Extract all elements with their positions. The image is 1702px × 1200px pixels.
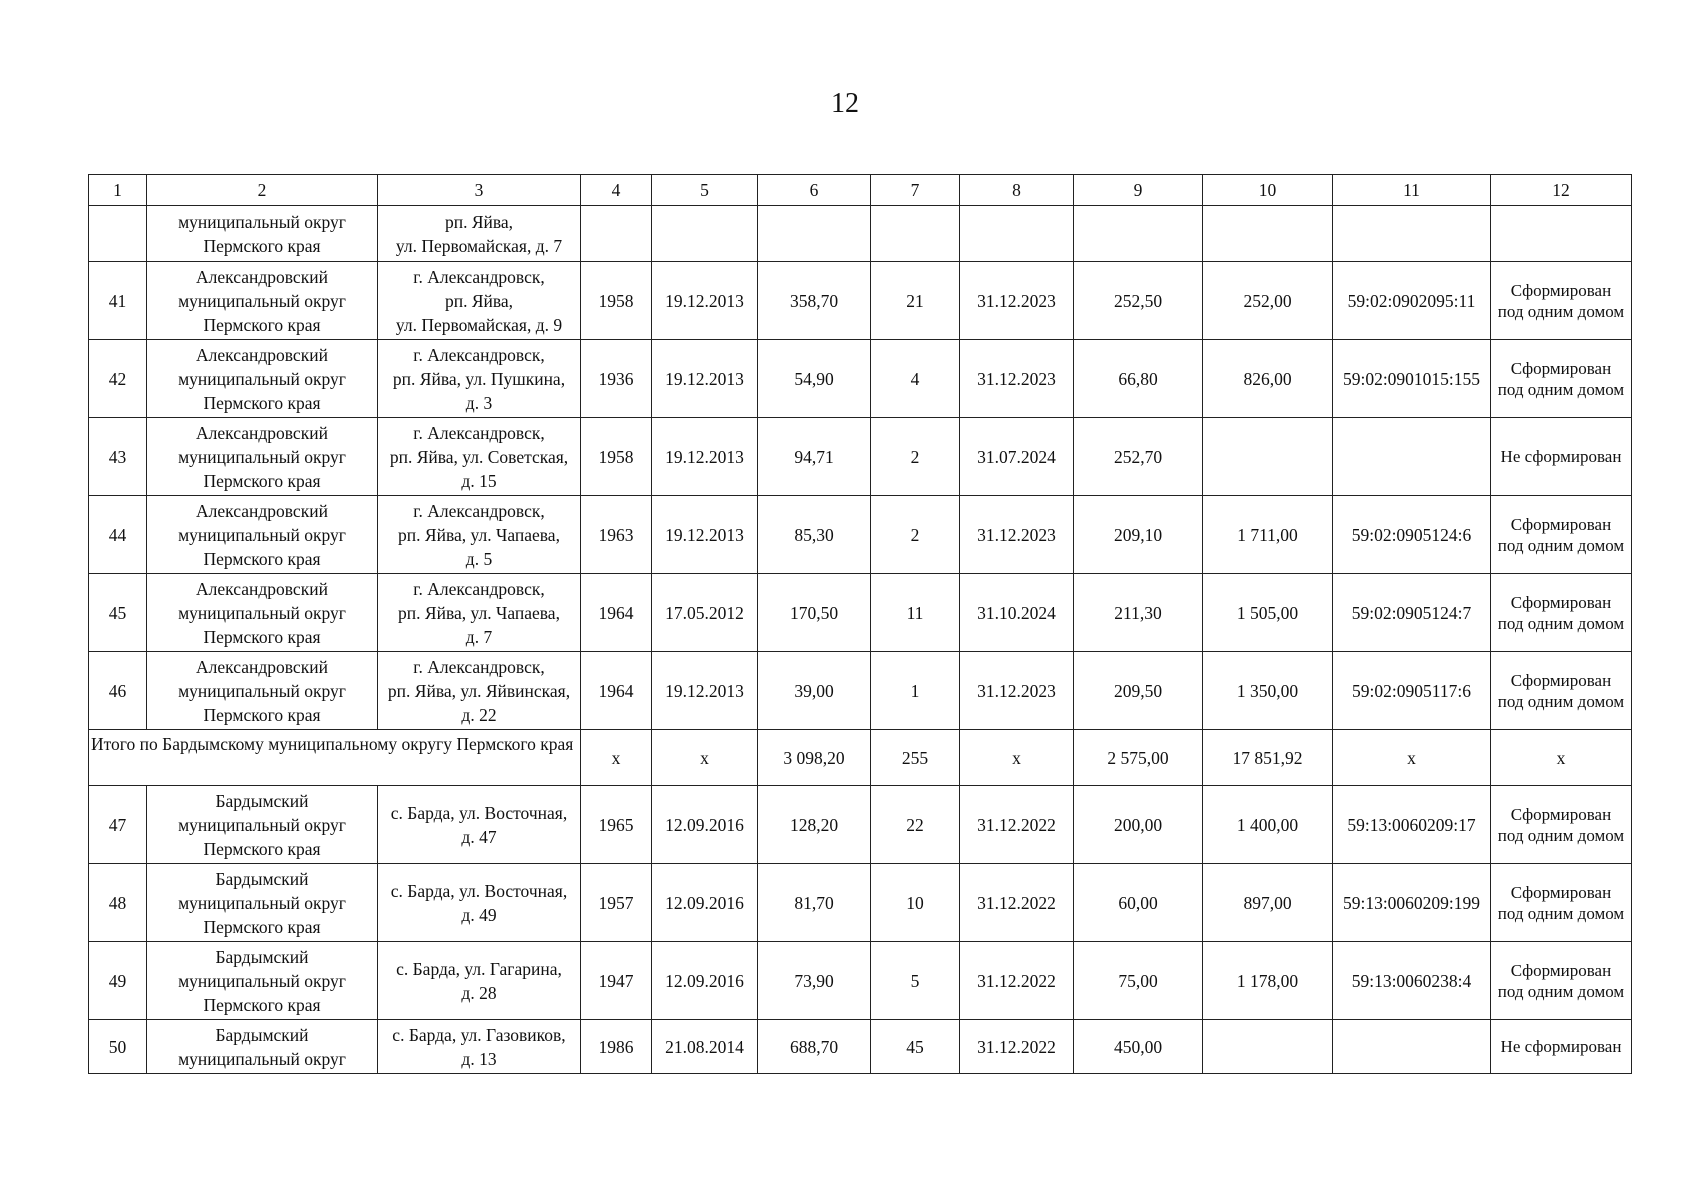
cadastral-cell: [1333, 418, 1491, 496]
municipality-line: Пермского края: [203, 392, 321, 413]
municipality-line: Бардымский: [215, 868, 309, 889]
address-cell: [378, 652, 581, 730]
address-line: ул. Первомайская, д. 7: [395, 235, 563, 256]
cadastral-cell: [1333, 206, 1491, 262]
address-line: г. Александровск,: [413, 500, 545, 521]
column-header: 4: [581, 175, 652, 206]
address-line: г. Александровск,: [413, 344, 545, 365]
address-cell: [378, 340, 581, 418]
address-line: д. 3: [465, 392, 493, 413]
deadline-cell: 31.12.2022: [960, 786, 1074, 864]
cadastral-cell: 59:02:0901015:155: [1333, 340, 1491, 418]
municipality-line: Пермского края: [203, 994, 321, 1015]
municipality-line: Бардымский: [215, 946, 309, 967]
column-number-header-row: [89, 175, 1632, 206]
row-number-cell: 48: [89, 864, 147, 942]
address-cell: [378, 574, 581, 652]
date-cell: 12.09.2016: [652, 786, 758, 864]
address-cell: [378, 864, 581, 942]
address-line: ул. Первомайская, д. 9: [395, 314, 563, 335]
column-header: 5: [652, 175, 758, 206]
column-header: 6: [758, 175, 871, 206]
municipality-line: Александровский: [196, 266, 328, 287]
table-row: [89, 786, 1632, 864]
total-date-cell: х: [652, 730, 758, 786]
municipality-line: Пермского края: [203, 916, 321, 937]
address-line: д. 13: [461, 1048, 497, 1069]
row-number-cell: 47: [89, 786, 147, 864]
address-line: г. Александровск,: [413, 656, 545, 677]
deadline-cell: 31.12.2022: [960, 1020, 1074, 1074]
municipality-cell: [147, 652, 378, 730]
persons-cell: 4: [871, 340, 960, 418]
table-row: [89, 574, 1632, 652]
address-cell: [378, 496, 581, 574]
col9-cell: 252,70: [1074, 418, 1203, 496]
municipality-line: Александровский: [196, 422, 328, 443]
deadline-cell: 31.12.2023: [960, 262, 1074, 340]
col9-cell: 60,00: [1074, 864, 1203, 942]
municipality-line: муниципальный округ: [178, 814, 346, 835]
cadastral-cell: 59:02:0902095:11: [1333, 262, 1491, 340]
col10-cell: 1 350,00: [1203, 652, 1333, 730]
status-cell: [1491, 418, 1632, 496]
column-header: 7: [871, 175, 960, 206]
status-cell: [1491, 786, 1632, 864]
persons-cell: 22: [871, 786, 960, 864]
municipality-line: Александровский: [196, 344, 328, 365]
address-line: д. 22: [461, 704, 497, 725]
address-line: д. 7: [465, 626, 493, 647]
address-line: рп. Яйва,: [444, 211, 514, 232]
persons-cell: 5: [871, 942, 960, 1020]
total-year-cell: х: [581, 730, 652, 786]
status-cell: [1491, 262, 1632, 340]
row-number-cell: 50: [89, 1020, 147, 1074]
cadastral-cell: [1333, 1020, 1491, 1074]
deadline-cell: 31.12.2022: [960, 942, 1074, 1020]
municipality-line: Александровский: [196, 578, 328, 599]
address-cell: [378, 1020, 581, 1074]
cadastral-cell: 59:02:0905117:6: [1333, 652, 1491, 730]
col9-cell: 75,00: [1074, 942, 1203, 1020]
row-number-cell: 42: [89, 340, 147, 418]
year-cell: 1947: [581, 942, 652, 1020]
address-line: рп. Яйва, ул. Чапаева,: [398, 524, 560, 545]
municipality-line: Пермского края: [203, 838, 321, 859]
address-line: д. 28: [461, 982, 497, 1003]
address-line: д. 5: [465, 548, 493, 569]
col10-cell: [1203, 206, 1333, 262]
col9-cell: 66,80: [1074, 340, 1203, 418]
col10-cell: 1 505,00: [1203, 574, 1333, 652]
year-cell: 1986: [581, 1020, 652, 1074]
address-line: рп. Яйва, ул. Чапаева,: [398, 602, 560, 623]
date-cell: 19.12.2013: [652, 652, 758, 730]
total-deadline-cell: х: [960, 730, 1074, 786]
total-cadastral-cell: х: [1333, 730, 1491, 786]
deadline-cell: [960, 206, 1074, 262]
year-cell: 1965: [581, 786, 652, 864]
col9-cell: 252,50: [1074, 262, 1203, 340]
table-row: [89, 418, 1632, 496]
year-cell: 1958: [581, 418, 652, 496]
deadline-cell: 31.12.2022: [960, 864, 1074, 942]
municipality-line: Пермского края: [203, 235, 321, 256]
col9-cell: 209,50: [1074, 652, 1203, 730]
status-cell: [1491, 864, 1632, 942]
year-cell: 1963: [581, 496, 652, 574]
housing-register-table: [88, 174, 1632, 1074]
area-cell: 39,00: [758, 652, 871, 730]
status-line: Сформирован: [1510, 514, 1612, 534]
cadastral-cell: 59:13:0060238:4: [1333, 942, 1491, 1020]
municipality-cell: [147, 864, 378, 942]
area-cell: 688,70: [758, 1020, 871, 1074]
area-cell: 85,30: [758, 496, 871, 574]
column-header: 2: [147, 175, 378, 206]
address-line: д. 49: [461, 904, 497, 925]
address-cell: [378, 786, 581, 864]
address-line: с. Барда, ул. Газовиков,: [392, 1024, 566, 1045]
col9-cell: 211,30: [1074, 574, 1203, 652]
row-number-cell: [89, 206, 147, 262]
column-header: 9: [1074, 175, 1203, 206]
row-number-cell: 41: [89, 262, 147, 340]
deadline-cell: 31.12.2023: [960, 496, 1074, 574]
row-number-cell: 45: [89, 574, 147, 652]
persons-cell: [871, 206, 960, 262]
year-cell: 1958: [581, 262, 652, 340]
municipality-line: муниципальный округ: [178, 290, 346, 311]
address-line: с. Барда, ул. Восточная,: [390, 880, 568, 901]
status-line: Сформирован: [1510, 592, 1612, 612]
year-cell: 1964: [581, 652, 652, 730]
col9-cell: 450,00: [1074, 1020, 1203, 1074]
address-line: г. Александровск,: [413, 578, 545, 599]
municipality-line: муниципальный округ: [178, 680, 346, 701]
persons-cell: 21: [871, 262, 960, 340]
deadline-cell: 31.07.2024: [960, 418, 1074, 496]
municipality-line: Пермского края: [203, 314, 321, 335]
address-line: рп. Яйва,: [444, 290, 514, 311]
page-number: 12: [831, 88, 859, 119]
municipality-line: муниципальный округ: [178, 970, 346, 991]
address-line: рп. Яйва, ул. Советская,: [389, 446, 569, 467]
municipality-line: муниципальный округ: [178, 892, 346, 913]
address-line: рп. Яйва, ул. Пушкина,: [392, 368, 566, 389]
address-line: рп. Яйва, ул. Яйвинская,: [387, 680, 571, 701]
cadastral-cell: 59:13:0060209:17: [1333, 786, 1491, 864]
date-cell: 17.05.2012: [652, 574, 758, 652]
col10-cell: 897,00: [1203, 864, 1333, 942]
column-header: 8: [960, 175, 1074, 206]
status-line: под одним домом: [1497, 613, 1625, 633]
municipality-cell: [147, 496, 378, 574]
continuation-row: [89, 206, 1632, 262]
col10-cell: 1 711,00: [1203, 496, 1333, 574]
municipality-line: муниципальный округ: [178, 368, 346, 389]
cadastral-cell: 59:02:0905124:7: [1333, 574, 1491, 652]
col9-cell: [1074, 206, 1203, 262]
status-line: Сформирован: [1510, 670, 1612, 690]
area-cell: 94,71: [758, 418, 871, 496]
address-line: д. 15: [461, 470, 497, 491]
persons-cell: 2: [871, 418, 960, 496]
col10-cell: [1203, 418, 1333, 496]
year-cell: [581, 206, 652, 262]
municipality-line: Бардымский: [215, 790, 309, 811]
table-row: [89, 652, 1632, 730]
municipality-cell: [147, 574, 378, 652]
date-cell: 19.12.2013: [652, 340, 758, 418]
address-line: г. Александровск,: [413, 422, 545, 443]
cadastral-cell: 59:02:0905124:6: [1333, 496, 1491, 574]
row-number-cell: 46: [89, 652, 147, 730]
date-cell: 19.12.2013: [652, 262, 758, 340]
status-line: под одним домом: [1497, 825, 1625, 845]
municipality-cell: [147, 1020, 378, 1074]
municipality-line: муниципальный округ: [178, 1048, 346, 1069]
status-line: Сформирован: [1510, 882, 1612, 902]
status-cell: [1491, 206, 1632, 262]
total-row: [89, 730, 1632, 786]
address-cell: [378, 206, 581, 262]
municipality-cell: [147, 942, 378, 1020]
municipality-cell: [147, 786, 378, 864]
status-line: под одним домом: [1497, 691, 1625, 711]
date-cell: 19.12.2013: [652, 496, 758, 574]
municipality-cell: [147, 418, 378, 496]
area-cell: 128,20: [758, 786, 871, 864]
total-area-cell: 3 098,20: [758, 730, 871, 786]
municipality-line: Бардымский: [215, 1024, 309, 1045]
year-cell: 1936: [581, 340, 652, 418]
table-row: [89, 496, 1632, 574]
deadline-cell: 31.12.2023: [960, 652, 1074, 730]
persons-cell: 1: [871, 652, 960, 730]
municipality-cell: [147, 340, 378, 418]
row-number-cell: 43: [89, 418, 147, 496]
year-cell: 1964: [581, 574, 652, 652]
row-number-cell: 44: [89, 496, 147, 574]
column-header: 10: [1203, 175, 1333, 206]
status-line: под одним домом: [1497, 301, 1625, 321]
table-row: [89, 1020, 1632, 1074]
row-number-cell: 49: [89, 942, 147, 1020]
col9-cell: 209,10: [1074, 496, 1203, 574]
date-cell: 12.09.2016: [652, 864, 758, 942]
date-cell: [652, 206, 758, 262]
year-cell: 1957: [581, 864, 652, 942]
table-row: [89, 942, 1632, 1020]
address-line: с. Барда, ул. Гагарина,: [396, 958, 562, 979]
table-row: [89, 340, 1632, 418]
deadline-cell: 31.12.2023: [960, 340, 1074, 418]
status-cell: [1491, 652, 1632, 730]
total-status-cell: х: [1491, 730, 1632, 786]
area-cell: [758, 206, 871, 262]
municipality-line: муниципальный округ: [178, 446, 346, 467]
municipality-line: Александровский: [196, 656, 328, 677]
address-cell: [378, 942, 581, 1020]
municipality-cell: [147, 262, 378, 340]
area-cell: 81,70: [758, 864, 871, 942]
status-cell: [1491, 1020, 1632, 1074]
area-cell: 73,90: [758, 942, 871, 1020]
col10-cell: 252,00: [1203, 262, 1333, 340]
column-header: 12: [1491, 175, 1632, 206]
col10-cell: [1203, 1020, 1333, 1074]
area-cell: 358,70: [758, 262, 871, 340]
total-col10-cell: 17 851,92: [1203, 730, 1333, 786]
municipality-line: Пермского края: [203, 548, 321, 569]
total-col9-cell: 2 575,00: [1074, 730, 1203, 786]
municipality-line: Пермского края: [203, 626, 321, 647]
address-cell: [378, 418, 581, 496]
date-cell: 19.12.2013: [652, 418, 758, 496]
cadastral-cell: 59:13:0060209:199: [1333, 864, 1491, 942]
status-cell: [1491, 942, 1632, 1020]
column-header: 1: [89, 175, 147, 206]
status-line: Не сформирован: [1500, 1037, 1622, 1056]
col9-cell: 200,00: [1074, 786, 1203, 864]
deadline-cell: 31.10.2024: [960, 574, 1074, 652]
municipality-line: муниципальный округ: [178, 602, 346, 623]
status-line: Не сформирован: [1500, 447, 1622, 466]
municipality-cell: [147, 206, 378, 262]
area-cell: 54,90: [758, 340, 871, 418]
municipality-line: муниципальный округ: [178, 211, 346, 232]
table-row: [89, 262, 1632, 340]
area-cell: 170,50: [758, 574, 871, 652]
address-line: г. Александровск,: [413, 266, 545, 287]
status-line: Сформирован: [1510, 358, 1612, 378]
status-line: под одним домом: [1497, 535, 1625, 555]
persons-cell: 2: [871, 496, 960, 574]
status-line: под одним домом: [1497, 379, 1625, 399]
status-line: под одним домом: [1497, 981, 1625, 1001]
col10-cell: 1 178,00: [1203, 942, 1333, 1020]
date-cell: 12.09.2016: [652, 942, 758, 1020]
col10-cell: 826,00: [1203, 340, 1333, 418]
status-line: Сформирован: [1510, 960, 1612, 980]
municipality-line: Александровский: [196, 500, 328, 521]
total-persons-cell: 255: [871, 730, 960, 786]
status-line: Сформирован: [1510, 280, 1612, 300]
municipality-line: Пермского края: [203, 470, 321, 491]
address-line: д. 47: [461, 826, 497, 847]
column-header: 3: [378, 175, 581, 206]
col10-cell: 1 400,00: [1203, 786, 1333, 864]
status-cell: [1491, 496, 1632, 574]
municipality-line: муниципальный округ: [178, 524, 346, 545]
status-line: Сформирован: [1510, 804, 1612, 824]
persons-cell: 11: [871, 574, 960, 652]
status-cell: [1491, 574, 1632, 652]
status-line: под одним домом: [1497, 903, 1625, 923]
municipality-line: Пермского края: [203, 704, 321, 725]
table-row: [89, 864, 1632, 942]
total-label: Итого по Бардымскому муниципальному округу Пермского края: [89, 730, 581, 786]
address-line: с. Барда, ул. Восточная,: [390, 802, 568, 823]
persons-cell: 10: [871, 864, 960, 942]
status-cell: [1491, 340, 1632, 418]
address-cell: [378, 262, 581, 340]
persons-cell: 45: [871, 1020, 960, 1074]
column-header: 11: [1333, 175, 1491, 206]
date-cell: 21.08.2014: [652, 1020, 758, 1074]
